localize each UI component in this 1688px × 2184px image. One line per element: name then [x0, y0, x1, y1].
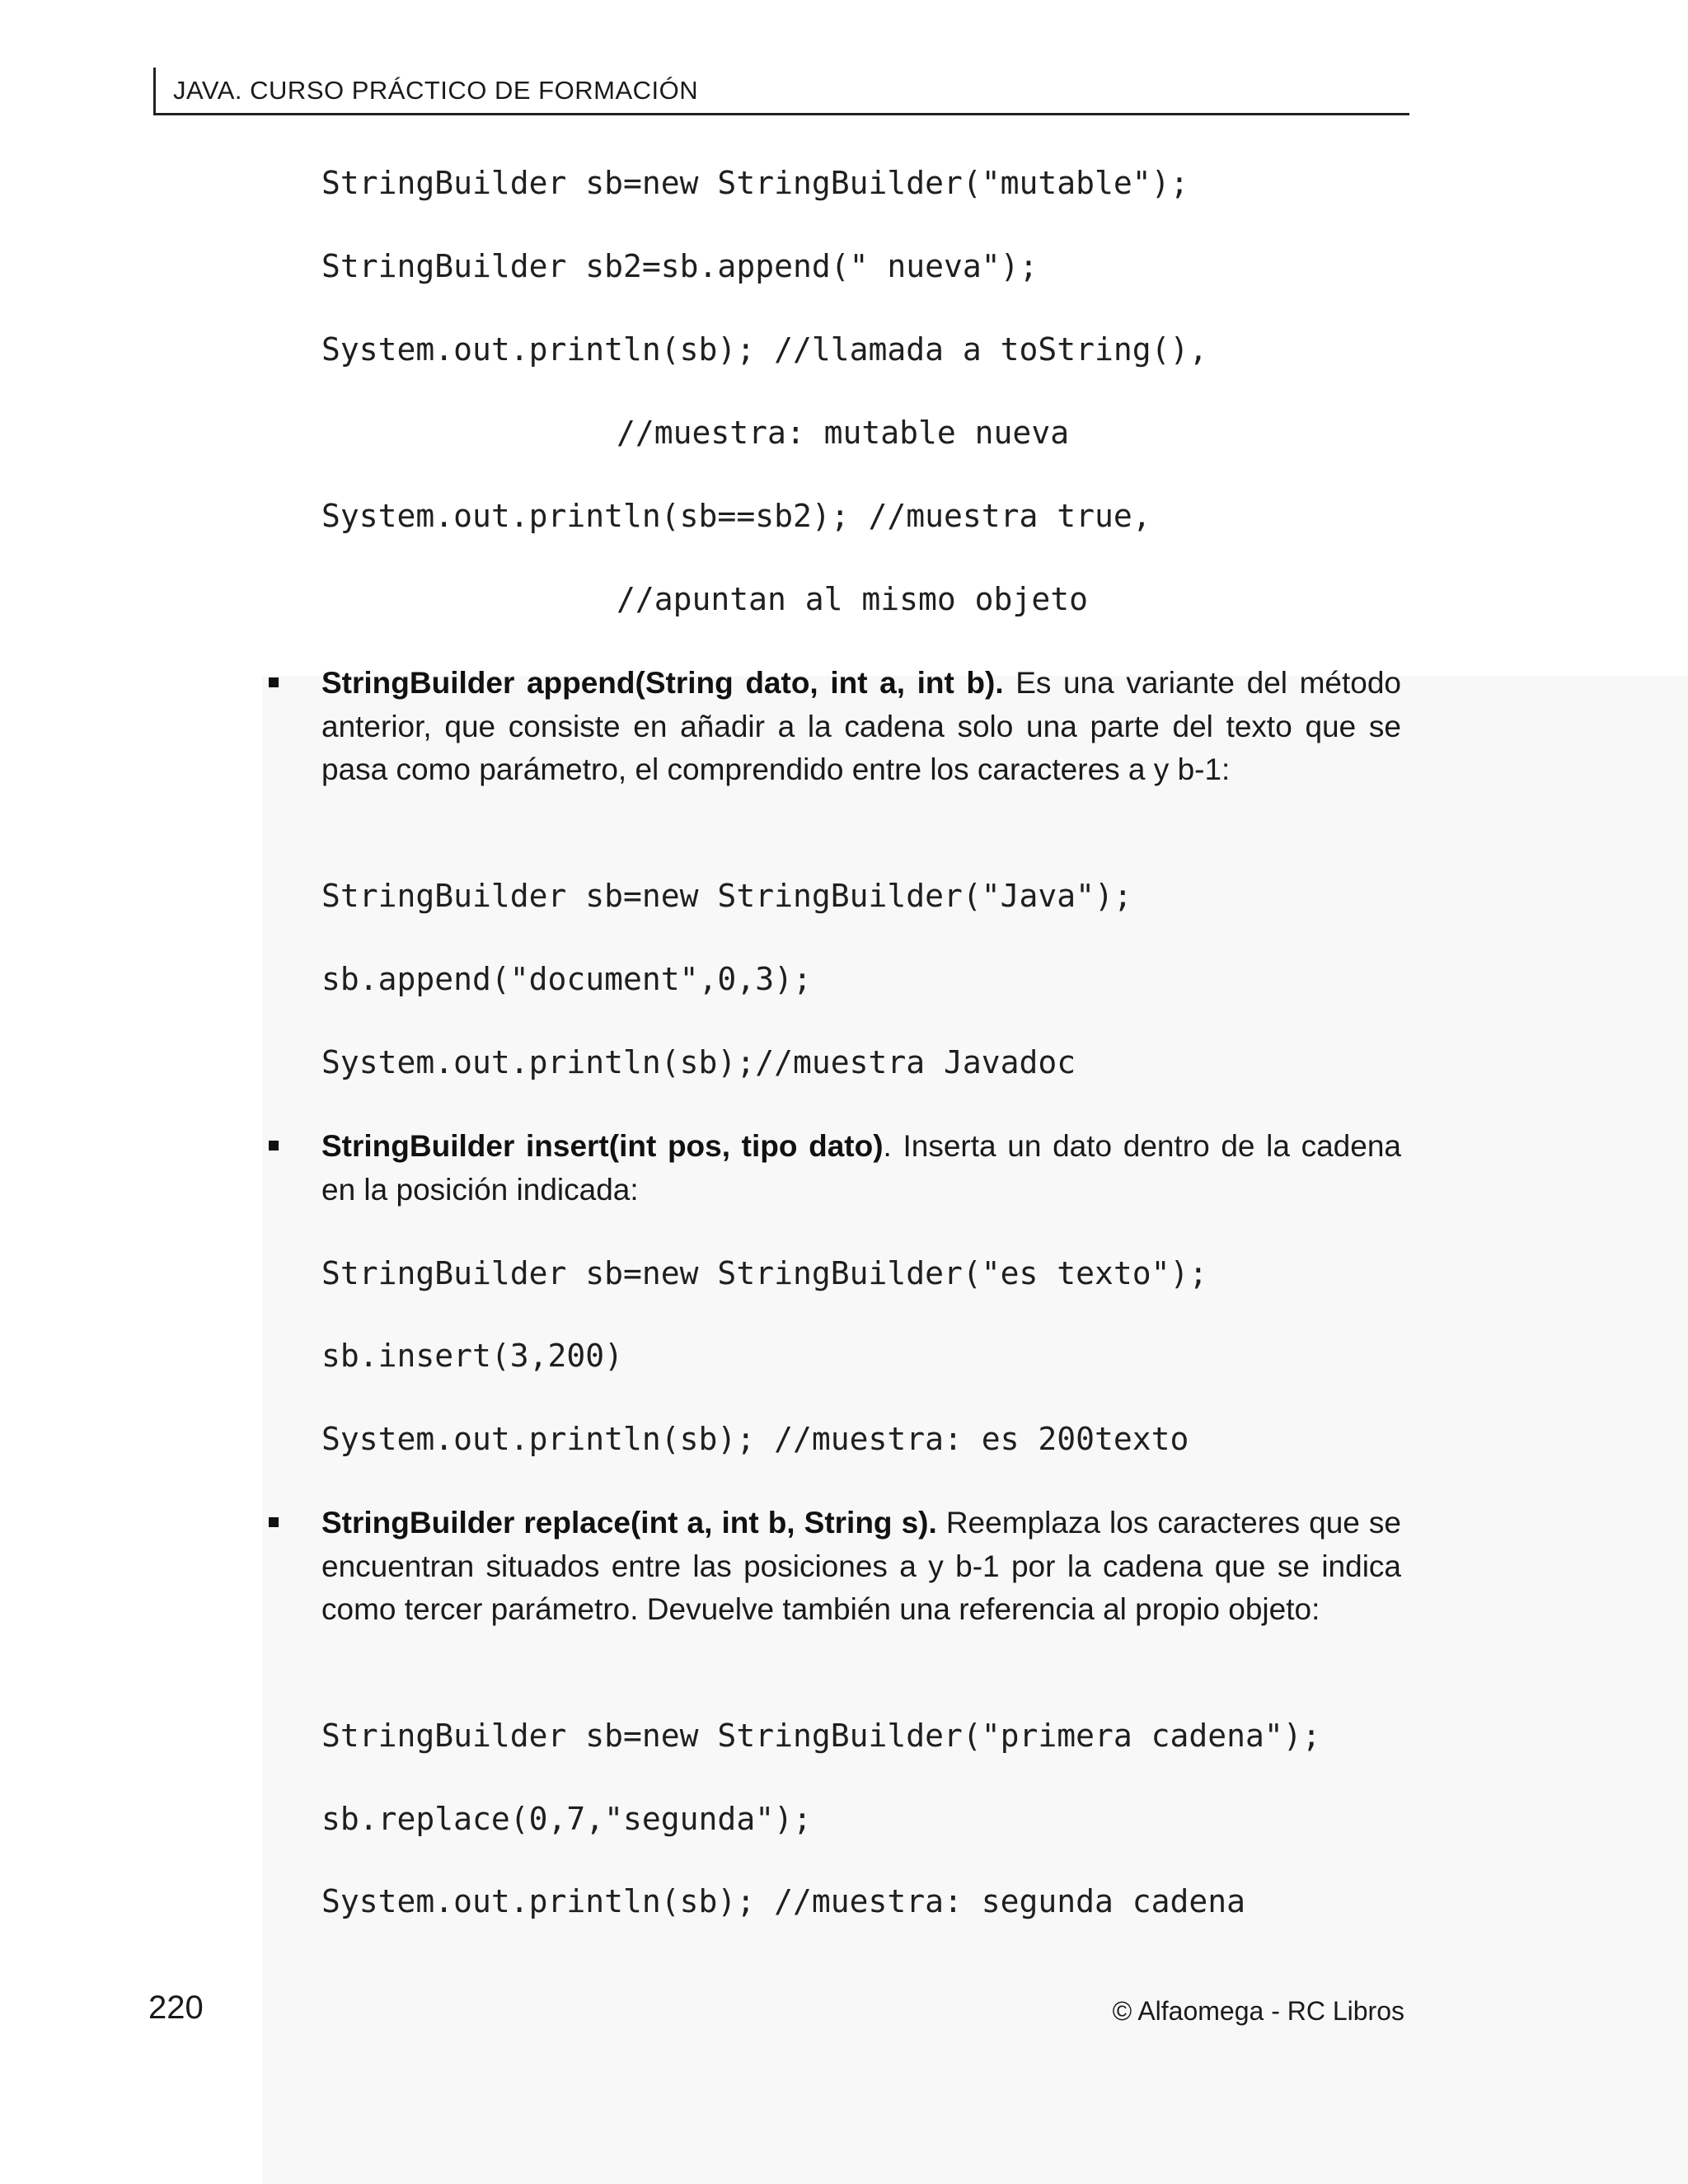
- copyright-notice: © Alfaomega - RC Libros: [1112, 1996, 1404, 2026]
- code-line: System.out.println(sb);//muestra Javadoc: [321, 1044, 1076, 1080]
- code-comment-line: //muestra: mutable nueva: [617, 415, 1070, 451]
- method-explanation: Es una variante del método anterior, que consiste en añadir a la cadena solo una parte del texto que se pasa como parámetro, el comprendido entre los caracteres a y b-1:: [321, 666, 1402, 786]
- bullet-square-icon: [269, 677, 279, 687]
- method-signature: StringBuilder append(String dato, int a, int b).: [321, 666, 1004, 700]
- code-line: System.out.println(sb); //llamada a toString(),: [321, 331, 1208, 368]
- code-line: sb.replace(0,7,"segunda");: [321, 1801, 812, 1837]
- method-description-append: [321, 662, 1401, 792]
- code-line: StringBuilder sb=new StringBuilder("mutable");: [321, 165, 1189, 201]
- code-line: StringBuilder sb2=sb.append(" nueva");: [321, 248, 1039, 284]
- method-explanation: . Inserta un dato dentro de la cadena en la posición indicada:: [321, 1129, 1401, 1207]
- code-line: System.out.println(sb); //muestra: es 200texto: [321, 1421, 1189, 1457]
- code-line: StringBuilder sb=new StringBuilder("es texto");: [321, 1255, 1208, 1291]
- method-signature: StringBuilder replace(int a, int b, String s).: [321, 1506, 937, 1540]
- method-description-insert: [321, 1125, 1401, 1212]
- code-line: sb.append("document",0,3);: [321, 961, 812, 997]
- page-number: 220: [148, 1990, 204, 2026]
- code-line: System.out.println(sb); //muestra: segunda cadena: [321, 1883, 1246, 1919]
- code-comment-line: //apuntan al mismo objeto: [617, 581, 1088, 617]
- bullet-square-icon: [269, 1141, 279, 1151]
- code-line: StringBuilder sb=new StringBuilder("primera cadena");: [321, 1718, 1321, 1754]
- code-line: System.out.println(sb==sb2); //muestra true,: [321, 498, 1151, 534]
- bullet-square-icon: [269, 1517, 279, 1527]
- method-description-replace: [321, 1502, 1401, 1632]
- running-header: JAVA. CURSO PRÁCTICO DE FORMACIÓN: [173, 76, 699, 105]
- code-line: sb.insert(3,200): [321, 1338, 624, 1374]
- header-rule-horizontal: [153, 113, 1409, 115]
- code-line: StringBuilder sb=new StringBuilder("Java");: [321, 878, 1132, 914]
- header-rule-vertical: [153, 68, 156, 115]
- method-explanation: Reemplaza los caracteres que se encuentran situados entre las posiciones a y b-1 por la cadena que se indica como tercer parámetro. Devuelve también una referencia al propio objeto:: [321, 1506, 1402, 1626]
- method-signature: StringBuilder insert(int pos, tipo dato): [321, 1129, 884, 1163]
